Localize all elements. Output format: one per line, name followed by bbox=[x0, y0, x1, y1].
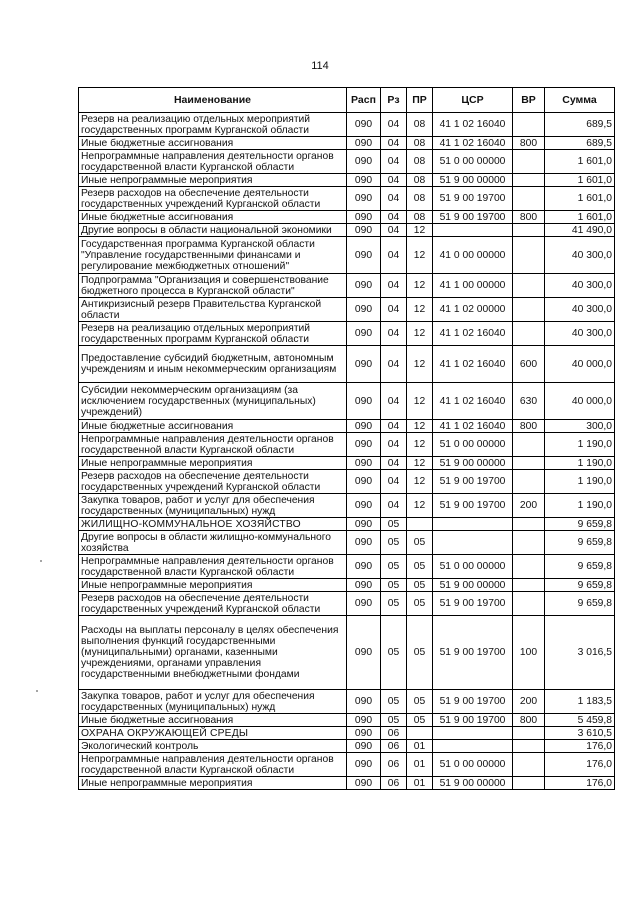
row-pr: 08 bbox=[407, 150, 433, 174]
table-row bbox=[79, 137, 615, 150]
row-sum: 176,0 bbox=[545, 740, 615, 753]
row-name: Иные непрограммные мероприятия bbox=[79, 777, 347, 790]
row-name: Иные непрограммные мероприятия bbox=[79, 174, 347, 187]
row-vr bbox=[513, 740, 545, 753]
row-vr: 800 bbox=[513, 420, 545, 433]
row-csr: 41 0 00 00000 bbox=[433, 237, 513, 274]
row-name: Иные бюджетные ассигнования bbox=[79, 420, 347, 433]
row-csr: 51 9 00 00000 bbox=[433, 174, 513, 187]
row-rz: 04 bbox=[381, 470, 407, 494]
row-rz: 04 bbox=[381, 274, 407, 298]
row-sum: 689,5 bbox=[545, 113, 615, 137]
row-csr: 41 1 00 00000 bbox=[433, 274, 513, 298]
row-name: Закупка товаров, работ и услуг для обеспечения государственных (муниципальных) нужд bbox=[79, 494, 347, 518]
table-row bbox=[79, 592, 615, 616]
row-name: Субсидии некоммерческим организациям (за исключением государственных (муниципальных) учреждений) bbox=[79, 383, 347, 420]
row-rasp: 090 bbox=[347, 494, 381, 518]
row-pr: 12 bbox=[407, 298, 433, 322]
row-csr: 51 9 00 00000 bbox=[433, 579, 513, 592]
row-rasp: 090 bbox=[347, 690, 381, 714]
row-csr: 51 9 00 19700 bbox=[433, 690, 513, 714]
row-name: Предоставление субсидий бюджетным, автономным учреждениям и иным некоммерческим организациям bbox=[79, 346, 347, 383]
row-csr: 51 0 00 00000 bbox=[433, 150, 513, 174]
row-rz: 05 bbox=[381, 616, 407, 690]
row-pr: 05 bbox=[407, 555, 433, 579]
row-rasp: 090 bbox=[347, 274, 381, 298]
row-rasp: 090 bbox=[347, 211, 381, 224]
table-row bbox=[79, 211, 615, 224]
row-rasp: 090 bbox=[347, 753, 381, 777]
table-row bbox=[79, 518, 615, 531]
table-row bbox=[79, 322, 615, 346]
header-rasp: Расп bbox=[347, 88, 381, 113]
row-vr: 100 bbox=[513, 616, 545, 690]
row-pr: 01 bbox=[407, 777, 433, 790]
row-name: Экологический контроль bbox=[79, 740, 347, 753]
row-sum: 40 300,0 bbox=[545, 322, 615, 346]
row-sum: 40 300,0 bbox=[545, 237, 615, 274]
row-pr: 12 bbox=[407, 274, 433, 298]
row-rz: 05 bbox=[381, 531, 407, 555]
row-vr bbox=[513, 518, 545, 531]
row-rz: 04 bbox=[381, 433, 407, 457]
budget-table bbox=[78, 87, 615, 790]
row-name: ЖИЛИЩНО-КОММУНАЛЬНОЕ ХОЗЯЙСТВО bbox=[79, 518, 347, 531]
row-name: Непрограммные направления деятельности органов государственной власти Курганской области bbox=[79, 150, 347, 174]
row-csr: 51 9 00 19700 bbox=[433, 211, 513, 224]
row-rz: 04 bbox=[381, 187, 407, 211]
row-rz: 04 bbox=[381, 113, 407, 137]
row-sum: 40 300,0 bbox=[545, 298, 615, 322]
row-pr: 12 bbox=[407, 494, 433, 518]
row-sum: 176,0 bbox=[545, 777, 615, 790]
row-pr: 08 bbox=[407, 113, 433, 137]
row-pr: 08 bbox=[407, 137, 433, 150]
table-row bbox=[79, 433, 615, 457]
table-row bbox=[79, 346, 615, 383]
header-rz: Рз bbox=[381, 88, 407, 113]
row-sum: 1 190,0 bbox=[545, 494, 615, 518]
table-row bbox=[79, 274, 615, 298]
row-pr: 12 bbox=[407, 457, 433, 470]
table-row bbox=[79, 383, 615, 420]
row-sum: 9 659,8 bbox=[545, 531, 615, 555]
row-rz: 04 bbox=[381, 420, 407, 433]
row-name: Государственная программа Курганской области "Управление государственными финансами и регулирование межбюджетных отношений" bbox=[79, 237, 347, 274]
row-rz: 06 bbox=[381, 777, 407, 790]
row-pr: 05 bbox=[407, 690, 433, 714]
row-rasp: 090 bbox=[347, 322, 381, 346]
row-vr: 600 bbox=[513, 346, 545, 383]
row-name: Иные бюджетные ассигнования bbox=[79, 137, 347, 150]
row-rasp: 090 bbox=[347, 433, 381, 457]
row-name: Иные бюджетные ассигнования bbox=[79, 714, 347, 727]
row-rz: 05 bbox=[381, 555, 407, 579]
row-rz: 04 bbox=[381, 237, 407, 274]
row-pr: 12 bbox=[407, 420, 433, 433]
table-row bbox=[79, 727, 615, 740]
row-vr bbox=[513, 531, 545, 555]
header-sum: Сумма bbox=[545, 88, 615, 113]
row-rz: 04 bbox=[381, 137, 407, 150]
table-row bbox=[79, 457, 615, 470]
row-vr bbox=[513, 187, 545, 211]
row-pr: 08 bbox=[407, 174, 433, 187]
row-csr: 41 1 02 16040 bbox=[433, 137, 513, 150]
row-pr: 12 bbox=[407, 237, 433, 274]
row-rasp: 090 bbox=[347, 187, 381, 211]
row-csr: 51 9 00 19700 bbox=[433, 714, 513, 727]
row-csr: 51 9 00 19700 bbox=[433, 187, 513, 211]
row-csr bbox=[433, 740, 513, 753]
page-number: 114 bbox=[311, 60, 329, 72]
row-sum: 1 190,0 bbox=[545, 457, 615, 470]
row-rz: 05 bbox=[381, 592, 407, 616]
row-name: Иные бюджетные ассигнования bbox=[79, 211, 347, 224]
row-sum: 40 300,0 bbox=[545, 274, 615, 298]
row-rasp: 090 bbox=[347, 740, 381, 753]
row-csr bbox=[433, 727, 513, 740]
header-vr: ВР bbox=[513, 88, 545, 113]
row-csr: 51 9 00 19700 bbox=[433, 470, 513, 494]
scan-speck bbox=[36, 690, 38, 692]
row-rasp: 090 bbox=[347, 579, 381, 592]
row-sum: 1 601,0 bbox=[545, 187, 615, 211]
row-rz: 05 bbox=[381, 714, 407, 727]
row-rz: 04 bbox=[381, 174, 407, 187]
row-rasp: 090 bbox=[347, 470, 381, 494]
row-pr: 08 bbox=[407, 211, 433, 224]
row-pr: 05 bbox=[407, 592, 433, 616]
header-pr: ПР bbox=[407, 88, 433, 113]
row-vr bbox=[513, 592, 545, 616]
table-header-row bbox=[79, 88, 615, 113]
table-row bbox=[79, 113, 615, 137]
row-rz: 05 bbox=[381, 518, 407, 531]
row-csr: 41 1 02 16040 bbox=[433, 383, 513, 420]
row-rasp: 090 bbox=[347, 383, 381, 420]
row-csr bbox=[433, 518, 513, 531]
row-csr: 51 0 00 00000 bbox=[433, 753, 513, 777]
row-sum: 1 183,5 bbox=[545, 690, 615, 714]
row-rz: 04 bbox=[381, 211, 407, 224]
row-rasp: 090 bbox=[347, 555, 381, 579]
table-body bbox=[79, 113, 615, 790]
row-vr bbox=[513, 274, 545, 298]
row-vr bbox=[513, 322, 545, 346]
row-rz: 04 bbox=[381, 383, 407, 420]
row-rasp: 090 bbox=[347, 150, 381, 174]
row-csr: 51 0 00 00000 bbox=[433, 433, 513, 457]
row-name: Расходы на выплаты персоналу в целях обеспечения выполнения функций государственными (муниципальными) органами, казенными учреждениями, органами управления государственными внебюджетными фондами bbox=[79, 616, 347, 690]
row-vr: 200 bbox=[513, 690, 545, 714]
row-name: Резерв расходов на обеспечение деятельности государственных учреждений Курганской области bbox=[79, 187, 347, 211]
row-csr: 41 1 02 00000 bbox=[433, 298, 513, 322]
row-csr: 51 9 00 19700 bbox=[433, 592, 513, 616]
table-row bbox=[79, 187, 615, 211]
row-rasp: 090 bbox=[347, 457, 381, 470]
row-vr bbox=[513, 753, 545, 777]
row-rz: 06 bbox=[381, 727, 407, 740]
row-vr bbox=[513, 727, 545, 740]
row-pr: 01 bbox=[407, 740, 433, 753]
row-name: Иные непрограммные мероприятия bbox=[79, 457, 347, 470]
row-rz: 04 bbox=[381, 457, 407, 470]
row-pr: 12 bbox=[407, 224, 433, 237]
row-rasp: 090 bbox=[347, 346, 381, 383]
row-vr bbox=[513, 150, 545, 174]
row-rasp: 090 bbox=[347, 616, 381, 690]
row-rz: 04 bbox=[381, 224, 407, 237]
row-sum: 3 016,5 bbox=[545, 616, 615, 690]
row-sum: 1 601,0 bbox=[545, 211, 615, 224]
row-name: ОХРАНА ОКРУЖАЮЩЕЙ СРЕДЫ bbox=[79, 727, 347, 740]
row-vr bbox=[513, 777, 545, 790]
row-sum: 40 000,0 bbox=[545, 383, 615, 420]
row-name: Резерв расходов на обеспечение деятельности государственных учреждений Курганской области bbox=[79, 592, 347, 616]
row-rasp: 090 bbox=[347, 777, 381, 790]
row-vr bbox=[513, 579, 545, 592]
scan-speck bbox=[40, 560, 42, 562]
row-csr: 41 1 02 16040 bbox=[433, 346, 513, 383]
row-csr bbox=[433, 224, 513, 237]
row-sum: 1 190,0 bbox=[545, 470, 615, 494]
row-vr bbox=[513, 298, 545, 322]
header-csr: ЦСР bbox=[433, 88, 513, 113]
row-sum: 9 659,8 bbox=[545, 592, 615, 616]
row-pr: 05 bbox=[407, 616, 433, 690]
row-vr: 800 bbox=[513, 714, 545, 727]
row-sum: 41 490,0 bbox=[545, 224, 615, 237]
row-sum: 9 659,8 bbox=[545, 518, 615, 531]
row-csr: 41 1 02 16040 bbox=[433, 420, 513, 433]
row-rasp: 090 bbox=[347, 714, 381, 727]
row-rasp: 090 bbox=[347, 113, 381, 137]
table-row bbox=[79, 420, 615, 433]
row-pr bbox=[407, 727, 433, 740]
row-sum: 176,0 bbox=[545, 753, 615, 777]
row-sum: 9 659,8 bbox=[545, 555, 615, 579]
row-name: Непрограммные направления деятельности органов государственной власти Курганской области bbox=[79, 555, 347, 579]
row-vr: 800 bbox=[513, 211, 545, 224]
row-pr: 01 bbox=[407, 753, 433, 777]
row-rz: 06 bbox=[381, 740, 407, 753]
row-pr: 12 bbox=[407, 433, 433, 457]
row-sum: 300,0 bbox=[545, 420, 615, 433]
row-pr: 05 bbox=[407, 579, 433, 592]
row-pr: 05 bbox=[407, 531, 433, 555]
row-vr bbox=[513, 555, 545, 579]
row-sum: 1 601,0 bbox=[545, 150, 615, 174]
row-sum: 9 659,8 bbox=[545, 579, 615, 592]
row-pr: 12 bbox=[407, 322, 433, 346]
table-row bbox=[79, 298, 615, 322]
row-csr: 41 1 02 16040 bbox=[433, 322, 513, 346]
table-row bbox=[79, 616, 615, 690]
row-rasp: 090 bbox=[347, 174, 381, 187]
row-name: Другие вопросы в области жилищно-коммунального хозяйства bbox=[79, 531, 347, 555]
row-vr: 630 bbox=[513, 383, 545, 420]
row-rz: 04 bbox=[381, 322, 407, 346]
row-pr: 12 bbox=[407, 470, 433, 494]
row-name: Подпрограмма "Организация и совершенствование бюджетного процесса в Курганской области" bbox=[79, 274, 347, 298]
table-row bbox=[79, 740, 615, 753]
row-csr: 41 1 02 16040 bbox=[433, 113, 513, 137]
row-vr: 200 bbox=[513, 494, 545, 518]
header-name: Наименование bbox=[79, 88, 347, 113]
table-row bbox=[79, 531, 615, 555]
row-name: Непрограммные направления деятельности органов государственной власти Курганской области bbox=[79, 753, 347, 777]
row-name: Непрограммные направления деятельности органов государственной власти Курганской области bbox=[79, 433, 347, 457]
row-pr: 12 bbox=[407, 346, 433, 383]
row-sum: 40 000,0 bbox=[545, 346, 615, 383]
row-pr: 05 bbox=[407, 714, 433, 727]
table-row bbox=[79, 224, 615, 237]
row-vr bbox=[513, 224, 545, 237]
table-row bbox=[79, 579, 615, 592]
row-name: Другие вопросы в области национальной экономики bbox=[79, 224, 347, 237]
row-name: Антикризисный резерв Правительства Курганской области bbox=[79, 298, 347, 322]
row-csr: 51 9 00 19700 bbox=[433, 494, 513, 518]
row-rasp: 090 bbox=[347, 420, 381, 433]
row-rz: 05 bbox=[381, 579, 407, 592]
row-vr bbox=[513, 433, 545, 457]
row-pr: 12 bbox=[407, 383, 433, 420]
row-vr bbox=[513, 113, 545, 137]
row-rasp: 090 bbox=[347, 298, 381, 322]
row-rasp: 090 bbox=[347, 224, 381, 237]
table-row bbox=[79, 237, 615, 274]
row-rz: 06 bbox=[381, 753, 407, 777]
table-row bbox=[79, 690, 615, 714]
row-pr bbox=[407, 518, 433, 531]
row-vr bbox=[513, 237, 545, 274]
row-vr bbox=[513, 174, 545, 187]
row-rasp: 090 bbox=[347, 531, 381, 555]
row-rz: 04 bbox=[381, 346, 407, 383]
row-rz: 04 bbox=[381, 150, 407, 174]
row-rasp: 090 bbox=[347, 727, 381, 740]
row-rasp: 090 bbox=[347, 237, 381, 274]
row-csr: 51 0 00 00000 bbox=[433, 555, 513, 579]
table-row bbox=[79, 555, 615, 579]
row-sum: 1 190,0 bbox=[545, 433, 615, 457]
row-csr bbox=[433, 531, 513, 555]
row-name: Резерв расходов на обеспечение деятельности государственных учреждений Курганской области bbox=[79, 470, 347, 494]
row-sum: 689,5 bbox=[545, 137, 615, 150]
row-csr: 51 9 00 19700 bbox=[433, 616, 513, 690]
row-rasp: 090 bbox=[347, 137, 381, 150]
table-row bbox=[79, 174, 615, 187]
row-vr bbox=[513, 457, 545, 470]
table-row bbox=[79, 150, 615, 174]
row-sum: 1 601,0 bbox=[545, 174, 615, 187]
row-csr: 51 9 00 00000 bbox=[433, 777, 513, 790]
row-name: Закупка товаров, работ и услуг для обеспечения государственных (муниципальных) нужд bbox=[79, 690, 347, 714]
row-rz: 04 bbox=[381, 298, 407, 322]
row-pr: 08 bbox=[407, 187, 433, 211]
table-row bbox=[79, 714, 615, 727]
row-name: Резерв на реализацию отдельных мероприятий государственных программ Курганской области bbox=[79, 113, 347, 137]
row-sum: 3 610,5 bbox=[545, 727, 615, 740]
table-row bbox=[79, 470, 615, 494]
row-rz: 04 bbox=[381, 494, 407, 518]
row-csr: 51 9 00 00000 bbox=[433, 457, 513, 470]
row-vr: 800 bbox=[513, 137, 545, 150]
table-row bbox=[79, 753, 615, 777]
row-name: Иные непрограммные мероприятия bbox=[79, 579, 347, 592]
table-row bbox=[79, 777, 615, 790]
row-rasp: 090 bbox=[347, 592, 381, 616]
row-rasp: 090 bbox=[347, 518, 381, 531]
table-row bbox=[79, 494, 615, 518]
row-vr bbox=[513, 470, 545, 494]
row-name: Резерв на реализацию отдельных мероприятий государственных программ Курганской области bbox=[79, 322, 347, 346]
row-rz: 05 bbox=[381, 690, 407, 714]
row-sum: 5 459,8 bbox=[545, 714, 615, 727]
